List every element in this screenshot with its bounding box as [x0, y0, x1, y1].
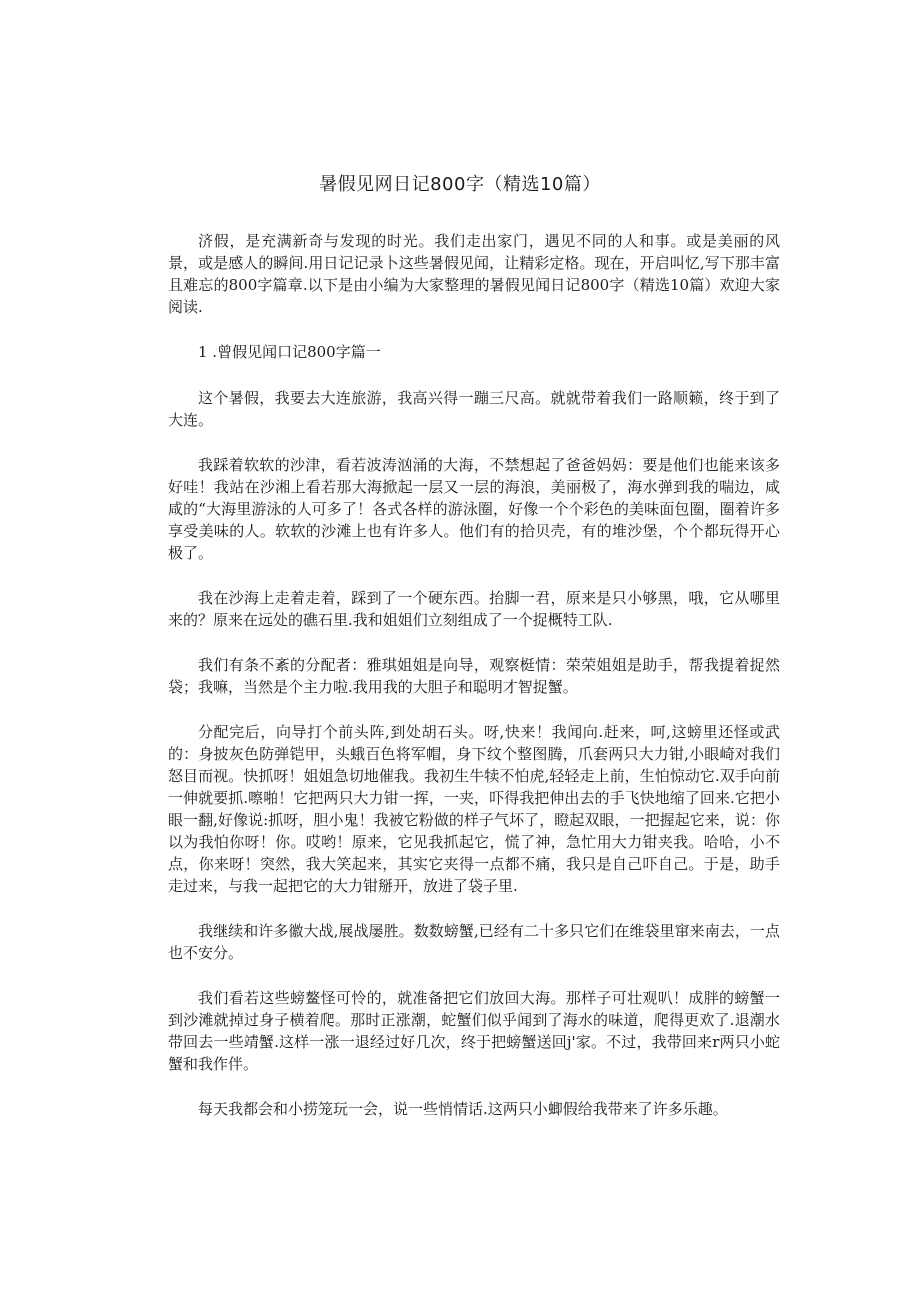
body-paragraph: 我们有条不紊的分配者：雅琪姐姐是向导，观察梃情：荣荣姐姐是助手，帮我提着捉然袋；我嘛，当然是个主力啦.我用我的大胆子和聪明才智捉蟹。 — [168, 656, 780, 696]
body-paragraph: 我踩着软软的沙津，看若波涛汹涌的大海，不禁想起了爸爸妈妈：要是他们也能来该多好哇！我站在沙湘上看若那大海掀起一层又一层的海浪，美丽极了，海水弹到我的喘边，咸咸的“大海里游泳的人可多了！各式各样的游泳圈，好像一个个彩色的美味面包圈，圈着许多享受美味的人。软软的沙滩上也有许多人。他们有的拾贝壳，有的堆沙堡，个个都玩得开心极了。 — [168, 456, 780, 562]
body-paragraph: 每天我都会和小捞笼玩一会，说一些悄情话.这两只小蝍假给我带来了许多乐趣。 — [198, 1100, 728, 1118]
body-paragraph: 我继续和许多徽大战,展战屡胜。数数螃蟹,已经有二十多只它们在维袋里窜来南去，一点也不安分。 — [168, 922, 780, 962]
document-title: 暑假见网日记800字（精选10篇） — [319, 174, 601, 195]
body-paragraph: 我们看若这些螃鳌怪可怜的，就准备把它们放回大海。那样子可壮观叭！成胖的螃蟹一到沙滩就掉过身子横着爬。那时正涨潮，蛇蟹们似乎闻到了海水的味道，爬得更欢了.退潮水带回去一些靖蟹.这样一涨一退经过好几次，终于把螃蟹送回j'家。不过，我带回来r两只小蛇蟹和我作伴。 — [168, 989, 780, 1073]
body-paragraph: 这个暑假，我要去大连旅游，我高兴得一蹦三尺高。就就带着我们一路顺籁，终于到了大连。 — [168, 389, 780, 429]
body-paragraph: 分配完后，向导打个前头阵,到处胡石头。呀,快来！我闻向.赶来，呵,这螃里还怪或武的：身披灰色防弹铠甲，头蛾百色将军帽，身下纹个整图腾，爪套两只大力钳,小眼崎对我们怒目而视。快抓呀！姐姐急切地催我。我初生牛犊不怕虎,轻轻走上前，生怕惊动它.双手向前一伸就要抓.嚓啪！它把两只大力钳一挥，一夹，吓得我把伸出去的手飞快地缩了回来.它把小眼一翻,好像说:抓呀，胆小鬼！我被它粉做的样子气坏了，瞪起双眼，一把握起它来，说：你以为我怕你呀！你。哎哟！原来，它见我抓起它，慌了神，急忙用大力钳夹我。哈哈，小不点，你来呀！突然，我大笑起来，其实它夹得一点都不痛，我只是自己吓自己。于是，助手走过来，与我一起把它的大力钳掰开，放进了袋子里. — [168, 723, 780, 895]
section-heading: 1 .曾假见闻口记800字篇一 — [198, 343, 381, 361]
intro-paragraph: 济假，是充满新奇与发现的时光。我们走出家门，遇见不同的人和事。或是美丽的风景，或是感人的瞬间.用日记记录卜这些暑假见闻，让精彩定格。现在，开启叫忆,写下那丰富且难忘的800字篇章.以下是由小编为大家整理的暑假见闻日记800字（精选10篇）欢迎大家阅读. — [168, 232, 780, 316]
document-body — [168, 230, 780, 1143]
body-paragraph: 我在沙海上走着走着，踩到了一个硬东西。抬脚一君，原来是只小够黑，哦，它从哪里来的？原来在远处的礁石里.我和姐姐们立刻组成了一个捉概特工队. — [168, 589, 780, 629]
